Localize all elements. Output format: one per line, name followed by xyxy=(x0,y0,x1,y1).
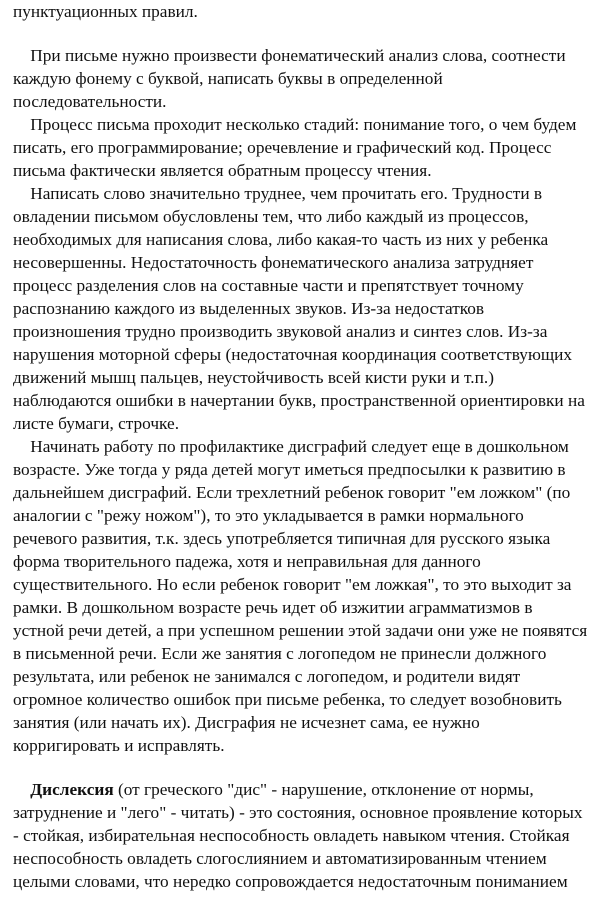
text-line: целыми словами, что нередко сопровождается недостаточным пониманием xyxy=(13,872,568,891)
text-line: При письме нужно произвести фонематический анализ слова, соотнести xyxy=(13,46,566,65)
paragraph-writing-difficulties xyxy=(13,182,593,435)
paragraph-dyslexia-definition xyxy=(13,778,593,893)
text-line: форма творительного падежа, хотя и неправильная для данного xyxy=(13,552,481,571)
text-line: наблюдаются ошибки в начертании букв, пространственной ориентировки на xyxy=(13,391,585,410)
text-line: Написать слово значительно труднее, чем прочитать его. Трудности в xyxy=(13,184,543,203)
text-line: - стойкая, избирательная неспособность овладеть навыком чтения. Стойкая xyxy=(13,826,570,845)
text-line: Процесс письма проходит несколько стадий: понимание того, о чем будем xyxy=(13,115,577,134)
text-line: в письменной речи. Если же занятия с логопедом не принесли должного xyxy=(13,644,547,663)
text-line: листе бумаги, строчке. xyxy=(13,414,180,433)
text-line: необходимых для написания слова, либо какая-то часть из них у ребенка xyxy=(13,230,549,249)
paragraph-gap xyxy=(13,757,593,778)
text-line: овладении письмом обусловлены тем, что либо каждый из процессов, xyxy=(13,207,529,226)
text-line: возрасте. Уже тогда у ряда детей могут иметься предпосылки к развитию в xyxy=(13,460,566,479)
text-line: речевого развития, т.к. здесь употребляется типичная для русского языка xyxy=(13,529,551,548)
text-line: дальнейшем дисграфий. Если трехлетний ребенок говорит "ем ложком" (по xyxy=(13,483,571,502)
text-line: несовершенны. Недостаточность фонематического анализа затрудняет xyxy=(13,253,534,272)
top-fragment xyxy=(13,0,593,23)
text-line: существительного. Но если ребенок говорит "ем ложкая", то это выходит за xyxy=(13,575,572,594)
text-line xyxy=(13,778,593,801)
text-line: письма фактически является обратным процессу чтения. xyxy=(13,161,432,180)
document-page xyxy=(13,0,593,893)
paragraph-writing-stages xyxy=(13,113,593,182)
text-line: Начинать работу по профилактике дисграфий следует еще в дошкольном xyxy=(13,437,569,456)
text-span: (от греческого "дис" - нарушение, отклонение от нормы, xyxy=(113,780,534,799)
paragraph-phonematic-analysis xyxy=(13,44,593,113)
text-line: результата, или ребенок не занимался с логопедом, и родители видят xyxy=(13,667,521,686)
text-line: устной речи детей, а при успешном решении этой задачи они уже не появятся xyxy=(13,621,588,640)
text-line: затруднение и "лего" - читать) - это состояния, основное проявление которых xyxy=(13,803,583,822)
text-line: писать, его программирование; оречевление и графический код. Процесс xyxy=(13,138,552,157)
text-line: каждую фонему с буквой, написать буквы в определенной xyxy=(13,69,443,88)
text-line: движений мышц пальцев, неустойчивость всей кисти руки и т.п.) xyxy=(13,368,494,387)
text-line: пунктуационных правил. xyxy=(13,2,198,21)
paragraph-dysgraphia-prevention xyxy=(13,435,593,757)
text-line: рамки. В дошкольном возрасте речь идет об изжитии аграмматизмов в xyxy=(13,598,533,617)
text-line: занятия (или начать их). Дисграфия не исчезнет сама, ее нужно xyxy=(13,713,480,732)
term-dyslexia: Дислексия xyxy=(30,780,114,799)
text-line: аналогии с "режу ножом"), то это укладывается в рамки нормального xyxy=(13,506,524,525)
text-line: корригировать и исправлять. xyxy=(13,736,225,755)
text-line: нарушения моторной сферы (недостаточная координация соответствующих xyxy=(13,345,573,364)
text-line: процесс разделения слов на составные части и препятствует точному xyxy=(13,276,524,295)
text-line: огромное количество ошибок при письме ребенка, то следует возобновить xyxy=(13,690,562,709)
paragraph-gap xyxy=(13,23,593,44)
text-line: распознанию каждого из выделенных звуков. Из-за недостатков xyxy=(13,299,485,318)
text-line: последовательности. xyxy=(13,92,167,111)
text-line: произношения трудно производить звуковой анализ и синтез слов. Из-за xyxy=(13,322,548,341)
text-line: неспособность овладеть слогослиянием и автоматизированным чтением xyxy=(13,849,547,868)
